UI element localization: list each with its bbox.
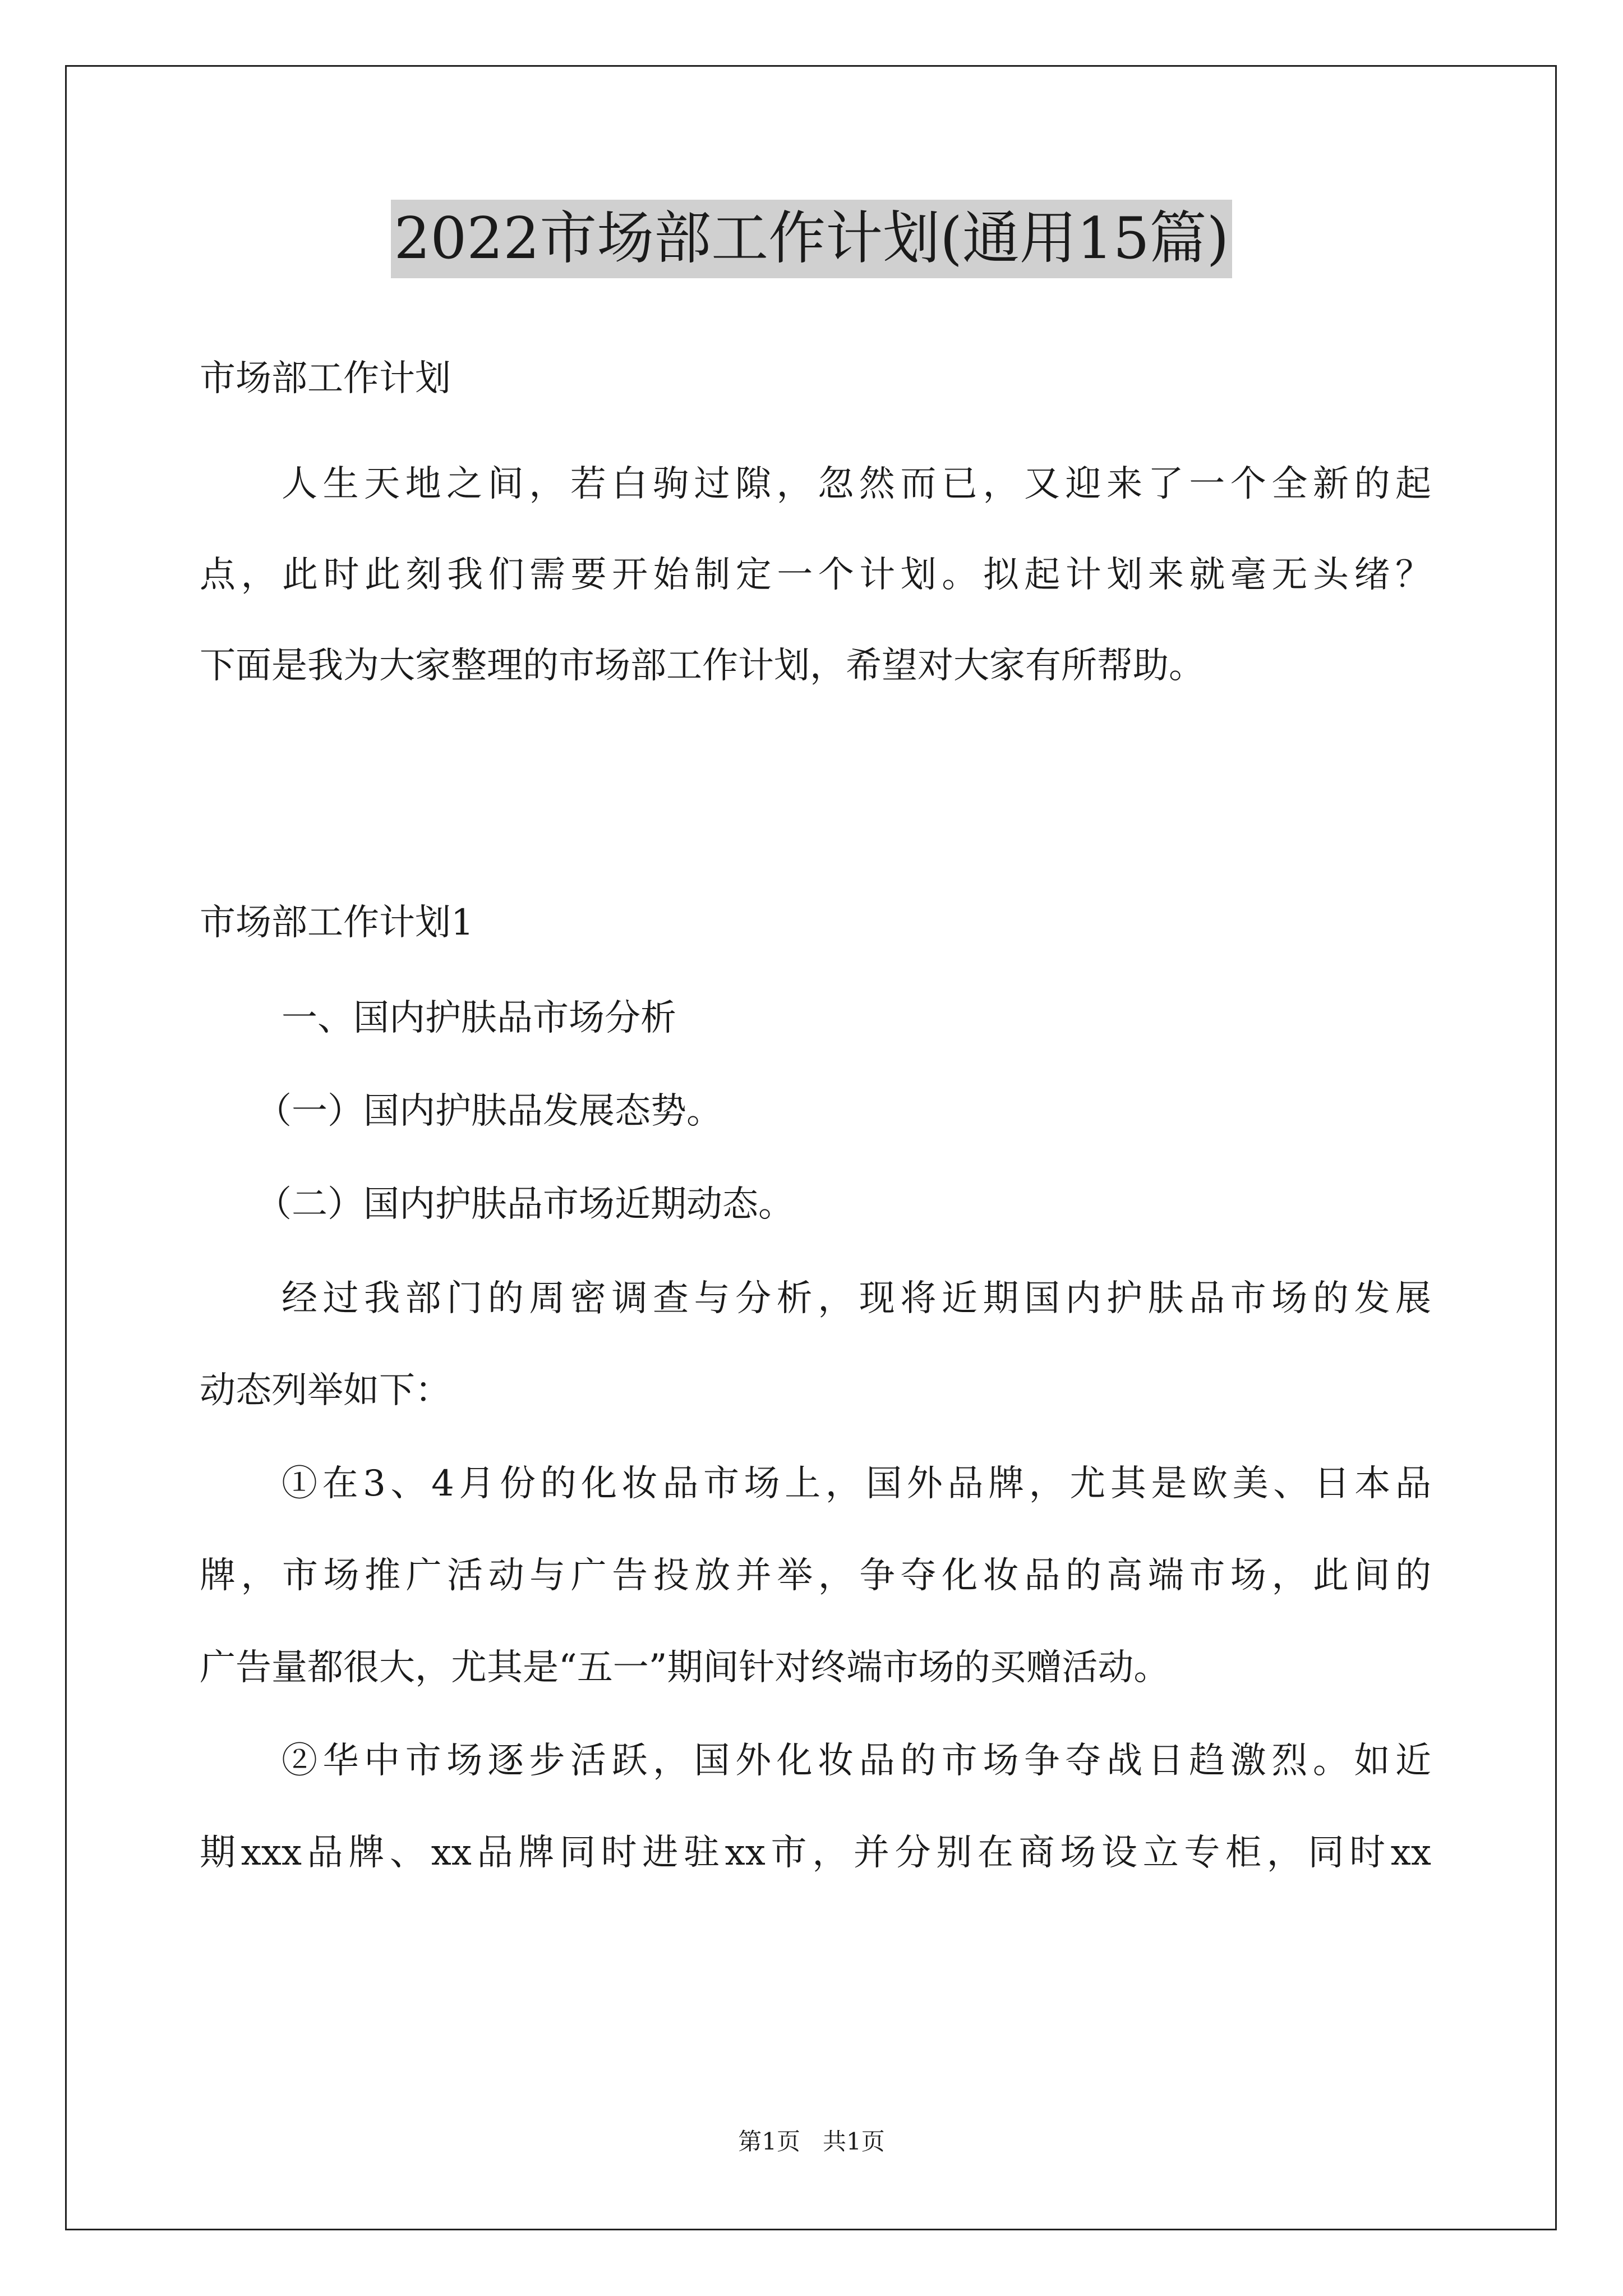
paragraph-line: ②华中市场逐步活跃，国外化妆品的市场争夺战日趋激烈。如近 bbox=[282, 1740, 1431, 1782]
title-container bbox=[0, 200, 1623, 278]
document-title: 2022市场部工作计划(通用15篇) bbox=[391, 200, 1233, 278]
paragraph-line: 广告量都很大，尤其是“五一”期间针对终端市场的买赠活动。 bbox=[200, 1647, 1170, 1688]
paragraph-line: 牌，市场推广活动与广告投放并举，争夺化妆品的高端市场，此间的 bbox=[200, 1555, 1431, 1596]
paragraph-line: 人生天地之间，若白驹过隙，忽然而已，又迎来了一个全新的起 bbox=[282, 463, 1431, 505]
paragraph-line: 下面是我为大家整理的市场部工作计划，希望对大家有所帮助。 bbox=[200, 645, 1205, 687]
section-heading: 市场部工作计划1 bbox=[200, 902, 474, 944]
paragraph-line: 点，此时此刻我们需要开始制定一个计划。拟起计划来就毫无头绪？ bbox=[200, 554, 1431, 596]
paragraph-line: 动态列举如下： bbox=[200, 1370, 451, 1411]
paragraph-line: 经过我部门的周密调查与分析，现将近期国内护肤品市场的发展 bbox=[282, 1278, 1431, 1319]
subheading: 一、国内护肤品市场分析 bbox=[282, 997, 676, 1039]
page-footer: 第1页 共1页 bbox=[738, 2128, 885, 2155]
paragraph-line: ①在3、4月份的化妆品市场上，国外品牌，尤其是欧美、日本品 bbox=[282, 1463, 1431, 1504]
paragraph-line: 期xxx品牌、xx品牌同时进驻xx市，并分别在商场设立专柜，同时xx bbox=[200, 1832, 1431, 1874]
subheading: （二）国内护肤品市场近期动态。 bbox=[256, 1184, 794, 1225]
section-heading: 市场部工作计划 bbox=[200, 358, 451, 399]
subheading: （一）国内护肤品发展态势。 bbox=[256, 1091, 722, 1132]
